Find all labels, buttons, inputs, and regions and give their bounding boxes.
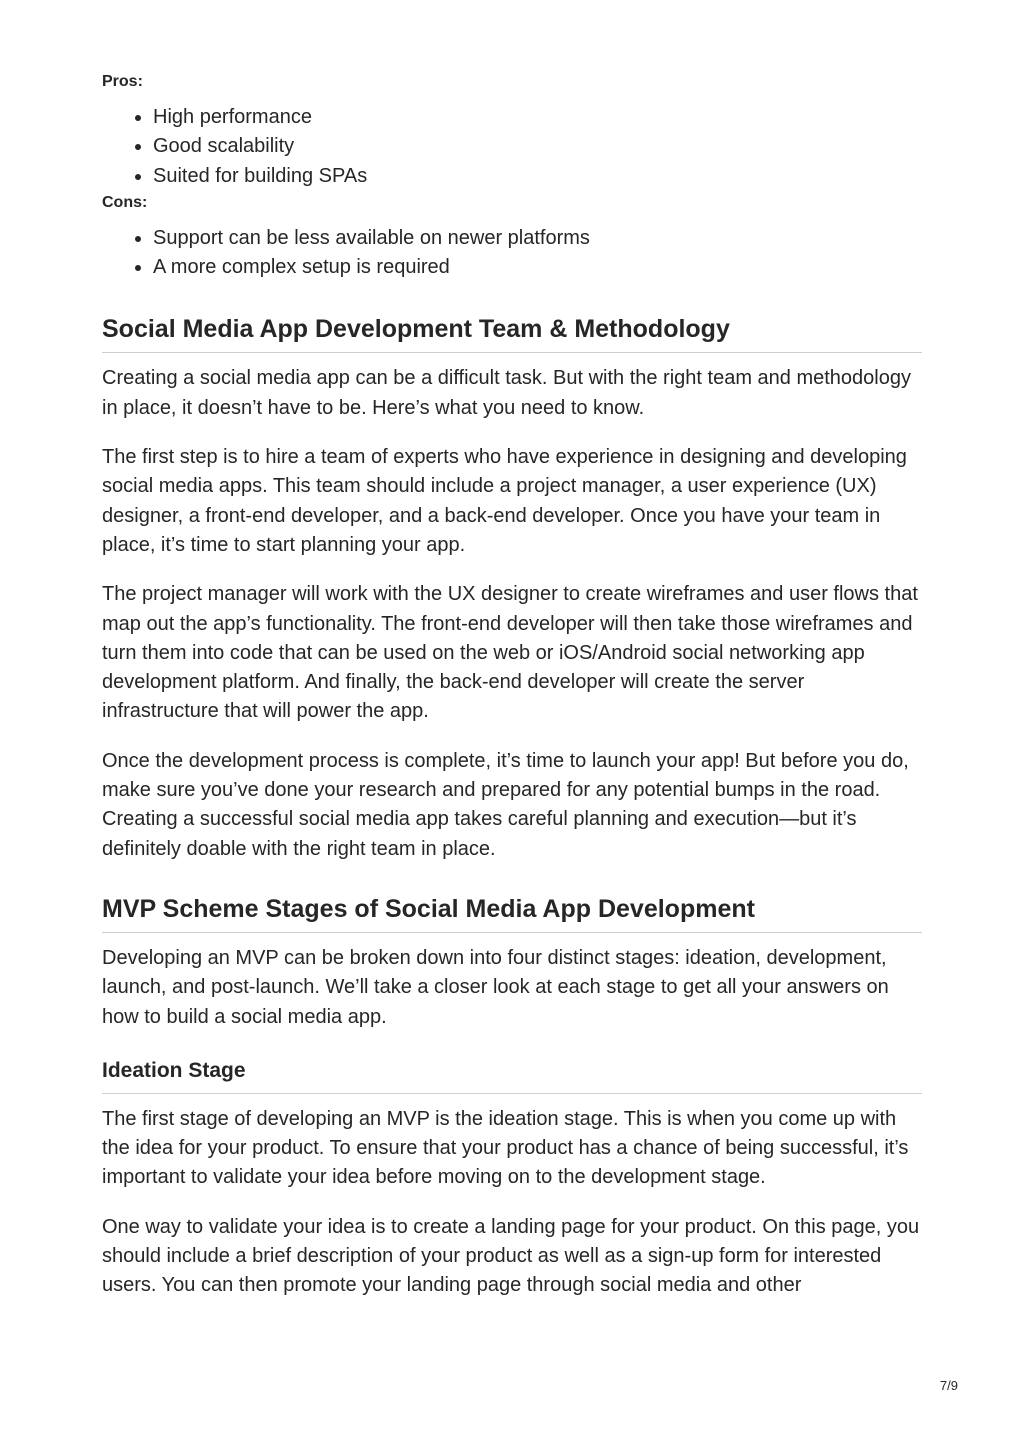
- pros-label: Pros:: [102, 73, 143, 90]
- paragraph: The first stage of developing an MVP is the ideation stage. This is when you come up with the idea for your product. To ensure that your product has a chance of being successful, it’s important to validate your idea before moving on to the development stage.: [102, 1107, 909, 1189]
- paragraph: The first step is to hire a team of experts who have experience in designing and developing social media apps. This team should include a project manager, a user experience (UX) designer, a front-end developer, and a back-end developer. Once you have your team in place, it’s time to start planning your app.: [102, 446, 907, 556]
- paragraph: Developing an MVP can be broken down into four distinct stages: ideation, development, launch, and post-launch. We’ll take a closer look at each stage to get all your answers on how to build a social media app.: [102, 946, 889, 1028]
- paragraph: Creating a social media app can be a difficult task. But with the right team and methodology in place, it doesn’t have to be. Here’s what you need to know.: [102, 367, 911, 419]
- paragraph: One way to validate your idea is to create a landing page for your product. On this page, you should include a brief description of your product as well as a sign-up form for interested users. You can then promote your landing page through social media and other: [102, 1215, 920, 1297]
- list-item: • High performance: [153, 103, 922, 132]
- team-section-heading: Social Media App Development Team & Methodology: [102, 313, 922, 353]
- list-item: • Good scalability: [153, 132, 922, 161]
- mvp-section-heading: MVP Scheme Stages of Social Media App Development: [102, 893, 922, 933]
- paragraph: Once the development process is complete, it’s time to launch your app! But before you do, make sure you’ve done your research and prepared for any potential bumps in the road. Creating a successful social media app takes careful planning and execution—but it’s definitely doable with the right team in place.: [102, 749, 909, 860]
- pros-list: [102, 103, 922, 191]
- paragraph: The project manager will work with the UX designer to create wireframes and user flows that map out the app’s functionality. The front-end developer will then take those wireframes and turn them into code that can be used on the web or iOS/Android social networking app development platform. And finally, the back-end developer will create the server infrastructure that will power the app.: [102, 583, 918, 723]
- ideation-stage-heading: Ideation Stage: [102, 1057, 922, 1094]
- document-body: [102, 70, 922, 1301]
- cons-list: [102, 224, 922, 283]
- list-item: • Support can be less available on newer platforms: [153, 224, 922, 253]
- list-item: • A more complex setup is required: [153, 253, 922, 282]
- cons-label: Cons:: [102, 193, 148, 211]
- page-number: 7/9: [939, 1378, 958, 1393]
- list-item: • Suited for building SPAs: [153, 162, 922, 191]
